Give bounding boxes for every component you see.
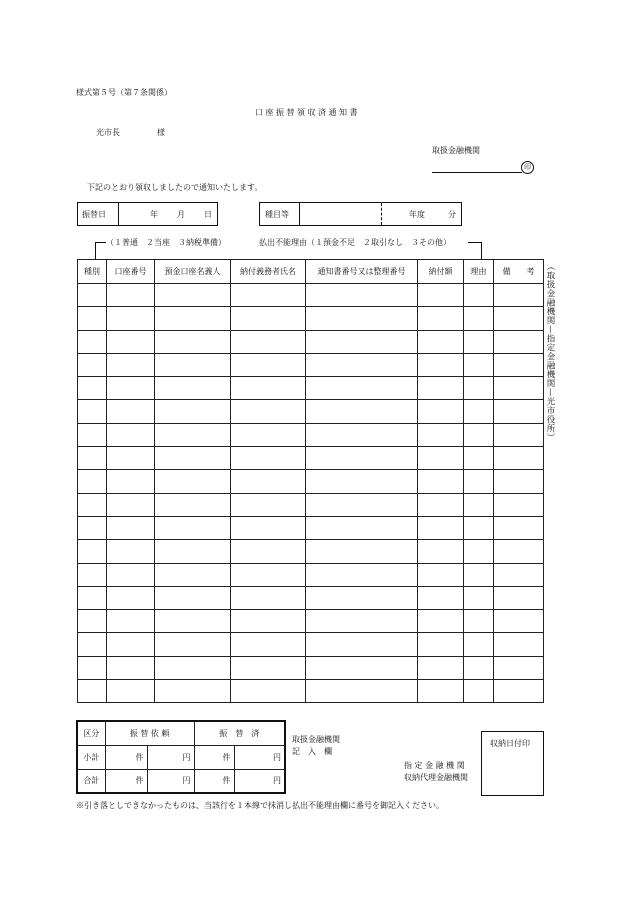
table-cell [231,377,306,400]
table-cell [231,470,306,493]
entry-label-field: 記 入 欄 [292,747,332,756]
table-cell [418,353,464,376]
table-row [78,330,544,353]
column-header: 理由 [464,260,494,284]
table-cell [107,353,155,376]
table-cell [155,307,231,330]
table-cell [494,540,544,563]
item-type-box [259,202,462,226]
table-cell [231,423,306,446]
column-header: 口座番号 [107,260,155,284]
institution-signature-line [432,172,522,173]
table-cell [231,330,306,353]
transfer-date-day: 日 [204,210,212,219]
table-cell [107,307,155,330]
table-cell [231,284,306,307]
account-bracket-vertical [95,242,96,259]
table-cell [306,284,418,307]
table-cell [155,400,231,423]
institution-label: 取扱金融機関 [432,146,480,155]
table-cell [155,423,231,446]
table-cell [494,330,544,353]
table-cell [418,330,464,353]
table-cell [78,284,107,307]
table-cell [231,307,306,330]
table-cell [494,516,544,539]
table-cell [306,330,418,353]
entry-label-institution: 取扱金融機関 [292,735,340,744]
table-cell [155,633,231,656]
table-cell [78,586,107,609]
table-row [78,284,544,307]
table-cell [107,284,155,307]
table-cell [464,656,494,679]
table-cell [494,423,544,446]
seal-icon: 印 [521,161,534,174]
table-cell [464,493,494,516]
table-cell [494,307,544,330]
table-cell [494,563,544,586]
table-cell [494,353,544,376]
table-row [78,656,544,679]
reason-bracket-vertical [481,242,482,259]
table-cell [231,586,306,609]
table-cell [78,563,107,586]
table-cell [231,516,306,539]
summary-header-category: 区分 [77,721,105,745]
table-cell [155,353,231,376]
table-cell [464,307,494,330]
table-cell [231,680,306,703]
table-cell [155,330,231,353]
table-cell [306,540,418,563]
table-cell [155,656,231,679]
column-header: 納付義務者氏名 [231,260,306,284]
table-cell [78,400,107,423]
summary-amount-unit: 円 [234,769,285,793]
table-cell [494,447,544,470]
routing-side-note: （取扱金融機関—指定金融機関—光市役所） [545,262,555,442]
column-header: 備 考 [494,260,544,284]
table-cell [78,516,107,539]
table-row [78,400,544,423]
table-cell [231,400,306,423]
summary-table [76,720,286,794]
table-cell [231,563,306,586]
table-cell [306,680,418,703]
summary-header-requested: 振 替 依 頼 [105,721,194,745]
table-row [78,633,544,656]
table-row [78,563,544,586]
table-cell [494,633,544,656]
table-cell [155,284,231,307]
table-cell [306,470,418,493]
table-row [78,307,544,330]
item-type-dashed-divider [381,203,382,225]
item-type-label: 種目等 [265,210,289,219]
table-cell [418,633,464,656]
transfer-date-box [77,202,218,226]
table-cell [306,400,418,423]
table-cell [418,493,464,516]
table-cell [155,610,231,633]
table-cell [418,470,464,493]
addressee-honorific: 様 [157,128,165,137]
table-row [78,516,544,539]
table-cell [231,447,306,470]
column-header: 種別 [78,260,107,284]
column-header: 納付額 [418,260,464,284]
table-cell [418,610,464,633]
table-cell [306,423,418,446]
table-cell [155,470,231,493]
table-cell [107,540,155,563]
table-cell [231,633,306,656]
table-cell [306,447,418,470]
receipt-date-stamp-box [481,731,544,796]
table-cell [418,516,464,539]
summary-count-unit: 件 [194,745,234,769]
table-cell [464,353,494,376]
summary-header-row [77,721,285,745]
summary-row-subtotal [77,745,285,769]
table-cell [78,377,107,400]
table-cell [107,377,155,400]
table-cell [107,656,155,679]
table-cell [231,493,306,516]
table-cell [78,656,107,679]
table-cell [107,563,155,586]
table-cell [155,516,231,539]
table-cell [155,680,231,703]
table-cell [306,586,418,609]
table-cell [78,610,107,633]
table-row [78,680,544,703]
item-type-fiscal-year: 年度 [409,210,425,219]
document-title: 口座振替領収済通知書 [255,108,360,117]
table-cell [418,447,464,470]
item-type-period: 分 [448,210,456,219]
table-cell [494,284,544,307]
table-cell [418,400,464,423]
table-cell [306,610,418,633]
table-cell [107,470,155,493]
table-cell [155,586,231,609]
table-cell [464,377,494,400]
transfer-date-year: 年 [150,210,158,219]
table-cell [464,633,494,656]
table-cell [231,540,306,563]
table-cell [418,423,464,446]
intro-text: 下記のとおり領収しましたので通知いたします。 [87,183,263,192]
table-row [78,447,544,470]
table-cell [231,610,306,633]
table-cell [155,377,231,400]
table-row [78,423,544,446]
table-cell [464,516,494,539]
summary-count-unit: 件 [194,769,234,793]
table-cell [494,470,544,493]
table-cell [306,377,418,400]
table-cell [107,330,155,353]
table-cell [78,330,107,353]
table-cell [418,586,464,609]
summary-amount-unit: 円 [234,745,285,769]
table-cell [494,586,544,609]
table-cell [78,307,107,330]
detail-table [77,259,544,703]
table-cell [464,680,494,703]
table-cell [306,493,418,516]
transfer-date-divider [118,203,119,225]
table-cell [78,680,107,703]
summary-header-completed: 振 替 済 [194,721,285,745]
table-cell [494,400,544,423]
table-cell [231,353,306,376]
table-cell [418,563,464,586]
table-cell [155,493,231,516]
table-cell [107,493,155,516]
summary-row-label: 小計 [77,745,105,769]
table-cell [494,656,544,679]
table-cell [78,633,107,656]
table-cell [306,516,418,539]
receipt-stamp-label: 収納日付印 [490,739,530,748]
table-cell [494,680,544,703]
table-cell [494,493,544,516]
table-cell [78,353,107,376]
table-cell [306,563,418,586]
footnote: ※引き落としできなかったものは、当該行を１本線で抹消し払出不能理由欄に番号を御記入ください。 [76,801,444,810]
table-cell [107,400,155,423]
account-type-legend: （１普通 ２当座 ３納税準備） [106,238,226,247]
agent-institution-label: 収納代理金融機関 [404,773,468,782]
table-row [78,540,544,563]
table-cell [78,447,107,470]
table-cell [494,377,544,400]
table-cell [464,586,494,609]
table-row [78,470,544,493]
table-cell [464,563,494,586]
summary-amount-unit: 円 [147,769,194,793]
transfer-date-label: 振替日 [82,210,106,219]
table-cell [78,423,107,446]
table-cell [464,540,494,563]
table-cell [155,447,231,470]
table-cell [418,377,464,400]
table-row [78,377,544,400]
table-cell [107,680,155,703]
table-cell [418,540,464,563]
table-cell [306,307,418,330]
table-cell [418,284,464,307]
table-cell [107,610,155,633]
table-cell [78,540,107,563]
account-bracket-horizontal [95,242,106,243]
table-cell [464,423,494,446]
transfer-date-month: 月 [177,210,185,219]
summary-row-total [77,769,285,793]
table-cell [107,423,155,446]
table-cell [464,330,494,353]
table-cell [494,610,544,633]
table-cell [306,353,418,376]
table-cell [107,447,155,470]
summary-amount-unit: 円 [147,745,194,769]
table-cell [306,656,418,679]
table-cell [464,447,494,470]
column-header: 通知書番号又は整理番号 [306,260,418,284]
table-cell [231,656,306,679]
addressee-name: 光市長 [96,128,120,137]
table-cell [306,633,418,656]
table-row [78,586,544,609]
table-header-row [78,260,544,284]
table-cell [464,284,494,307]
table-cell [78,493,107,516]
table-cell [464,470,494,493]
table-row [78,493,544,516]
table-cell [464,400,494,423]
reason-bracket-horizontal [468,242,481,243]
table-cell [464,610,494,633]
item-type-divider [299,203,300,225]
summary-count-unit: 件 [105,745,147,769]
table-cell [418,656,464,679]
table-row [78,353,544,376]
summary-count-unit: 件 [105,769,147,793]
table-cell [107,516,155,539]
table-cell [155,540,231,563]
table-row [78,610,544,633]
column-header: 預金口座名義人 [155,260,231,284]
table-cell [107,586,155,609]
table-cell [155,563,231,586]
table-cell [78,470,107,493]
table-cell [107,633,155,656]
table-cell [418,680,464,703]
form-number: 様式第５号（第７条関係） [76,88,172,97]
summary-row-label: 合計 [77,769,105,793]
table-cell [418,307,464,330]
designated-institution-label: 指 定 金 融 機 関 [404,761,465,770]
reason-legend: 払出不能理由（１預金不足 ２取引なし ３その他） [259,238,451,247]
